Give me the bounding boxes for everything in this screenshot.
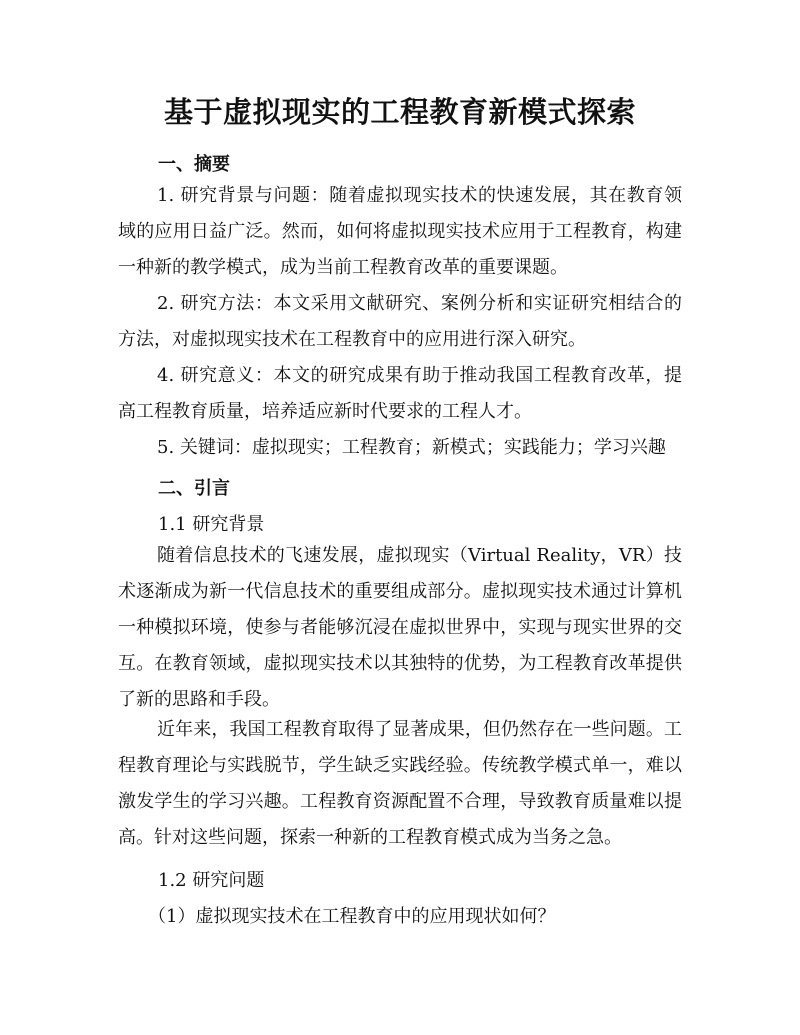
background-paragraph-2: 近年来，我国工程教育取得了显著成果，但仍然存在一些问题。工程教育理论与实践脱节，学生缺乏实践经验。传统教学模式单一，难以激发学生的学习兴趣。工程教育资源配置不合理，导致教育质量难以提高。针对这些问题，探索一种新的工程教育模式成为当务之急。: [118, 719, 682, 848]
background-paragraph-1: 随着信息技术的飞速发展，虚拟现实（Virtual Reality，VR）技术逐渐成为新一代信息技术的重要组成部分。虚拟现实技术通过计算机一种模拟环境，使参与者能够沉浸在虚拟世界中，实现与现实世界的交互。在教育领域，虚拟现实技术以其独特的优势，为工程教育改革提供了新的思路和手段。: [118, 545, 682, 710]
research-question-1: （1）虚拟现实技术在工程教育中的应用现状如何？: [148, 906, 556, 927]
abstract-item-2: 2. 研究方法：本文采用文献研究、案例分析和实证研究相结合的方法，对虚拟现实技术在工程教育中的应用进行深入研究。: [118, 293, 682, 350]
document-title: 基于虚拟现实的工程教育新模式探索: [163, 95, 636, 129]
section-heading-abstract: 一、摘要: [158, 154, 230, 175]
abstract-item-3: 4. 研究意义：本文的研究成果有助于推动我国工程教育改革，提高工程教育质量，培养适应新时代要求的工程人才。: [118, 365, 682, 422]
section-heading-introduction: 二、引言: [158, 478, 230, 499]
subsection-heading-questions: 1.2 研究问题: [158, 870, 265, 891]
abstract-item-1: 1. 研究背景与问题：随着虚拟现实技术的快速发展，其在教育领域的应用日益广泛。然而，如何将虚拟现实技术应用于工程教育，构建一种新的教学模式，成为当前工程教育改革的重要课题。: [118, 185, 682, 278]
subsection-heading-background: 1.1 研究背景: [158, 514, 265, 535]
abstract-item-4: 5. 关键词：虚拟现实；工程教育；新模式；实践能力；学习兴趣: [157, 437, 666, 458]
